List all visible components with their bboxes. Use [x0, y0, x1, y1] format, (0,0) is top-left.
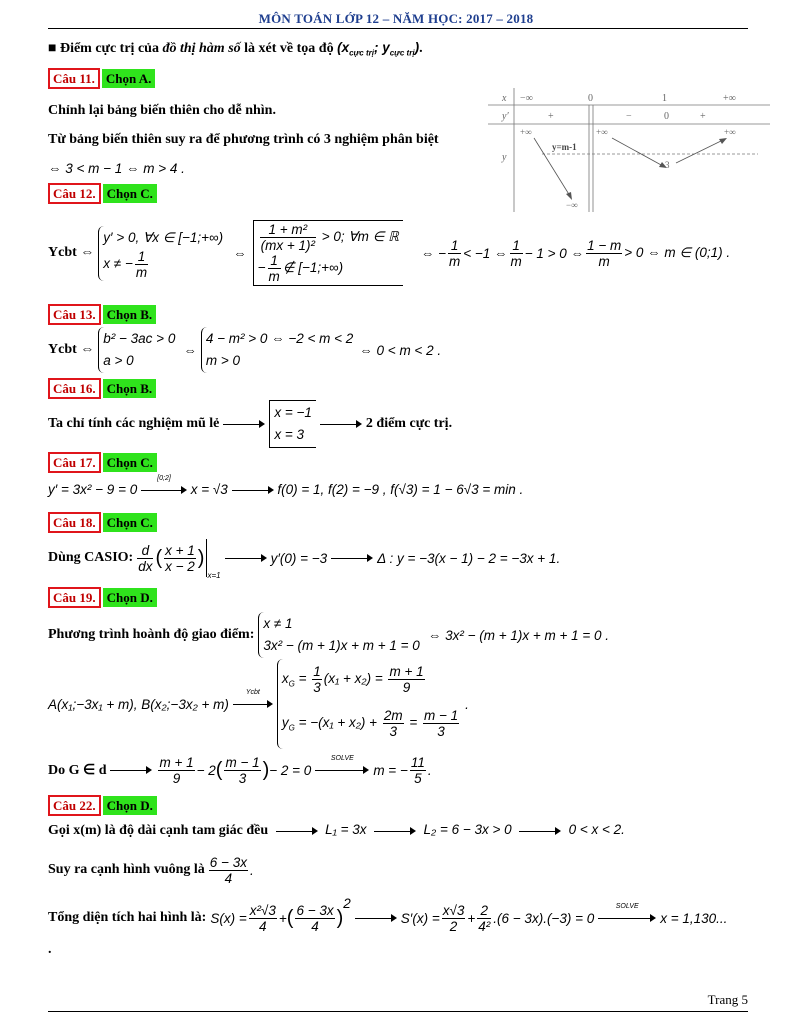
q18-line: Dùng CASIO: $\frac{d}{dx}$ ( $\frac{x + 1}{x - 2}$ ) x=1 y′(0) = −3 Δ : y = −3(x − 1) − 2 = −3x + 1.	[48, 536, 560, 580]
table-x-val: 1	[662, 93, 667, 104]
q12-formula: Ycbt ⇔ y′ > 0, ∀x ∈ [−1;+∞) x ≠ − $\frac{1}{m}$ ⇔ $\frac{\text{1 + m²}}{\text{(mx + 1)²}}$ > 0; ∀m ∈ ℝ − $\frac{1}{m}$ ∉ [−1;+∞) ⇔ − $\frac{1}{m}$ < −1 ⇔ $\frac{1}{m}$ − 1 > 0 ⇔ $\frac{1 - m}{m}$ > 0 ⇔ m ∈ (0;1) .	[48, 222, 731, 284]
table-yp-label: y′	[502, 111, 509, 122]
table-y-label: y	[502, 152, 507, 163]
table-yp-val: 0	[664, 111, 669, 122]
table-x-val: +∞	[723, 93, 736, 104]
header-rule	[48, 28, 748, 29]
variation-table	[488, 88, 770, 212]
page-number: Trang 5	[707, 992, 748, 1007]
table-y-val: 3	[665, 160, 670, 170]
coord-formula: ($x_{cực trị}$; $y_{cực trị}$)	[337, 40, 420, 58]
trailing-dot: .	[48, 942, 52, 957]
q22-line2: Suy ra cạnh hình vuông là $\frac{6 - 3x}{4}$ .	[48, 854, 254, 886]
q11-heading: Câu 11. Chọn A.	[48, 68, 155, 89]
q22-line3: Tổng diện tích hai hình là: S(x) = $\frac{\text{x²√3}}{4}$ + ( $\frac{6 - 3x}{4}$ ) 2 S′(x) = $\frac{x√3}{2}$ + $\frac{2}{\text{4²}}$ .(6 − 3x).(−3) = 0 SOLVE x = 1,130...	[48, 896, 728, 934]
q18-heading: Câu 18. Chọn C.	[48, 512, 157, 533]
footer-rule	[48, 1011, 748, 1012]
table-y-val: +∞	[596, 127, 608, 137]
q12-heading: Câu 12. Chọn C.	[48, 183, 157, 204]
q19-heading: Câu 19. Chọn D.	[48, 587, 157, 608]
q22-heading: Câu 22. Chọn D.	[48, 795, 157, 816]
q19-line2: A(x₁;−3x₁ + m), B(x₂;−3x₂ + m) Ycbt $x_G$ = $\frac{1}{3}$ (x₁ + x₂) = $\frac{m + 1}{9}$ $y_G = -(x_1 + x_2)$ + $\frac{2m}{3}$ = $\frac{m - 1}{3}$ .	[48, 664, 469, 744]
q19-line1: Phương trình hoành độ giao điểm: x ≠ 1 3x² − (m + 1)x + m + 1 = 0 ⇔ 3x² − (m + 1)x + m + 1 = 0 .	[48, 612, 609, 658]
table-x-val: 0	[588, 93, 593, 104]
q11-line3: ⇔ 3 < m − 1 ⇔ m > 4 .	[48, 161, 185, 176]
q16-line: Ta chỉ tính các nghiệm mũ lẻ x = −1 x = 3 2 điểm cực trị.	[48, 402, 452, 446]
q13-formula: Ycbt ⇔ b² − 3ac > 0 a > 0 ⇔ 4 − m² > 0 ⇔ −2 < m < 2 m > 0 ⇔ 0 < m < 2 .	[48, 328, 441, 372]
table-yp-val: +	[548, 111, 554, 122]
table-x-label: x	[502, 93, 507, 104]
table-y-val: +∞	[520, 127, 532, 137]
table-line-label: y=m-1	[552, 142, 577, 152]
table-y-val: +∞	[724, 127, 736, 137]
intro-line: ■ Điểm cực trị của đồ thị hàm số là xét về tọa độ ($x_{cực trị}$; $y_{cực trị}$).	[48, 40, 423, 58]
table-yp-val: −	[626, 111, 632, 122]
bullet-icon: ■	[48, 41, 57, 56]
q11-line1: Chỉnh lại bảng biến thiên cho dễ nhìn.	[48, 103, 276, 118]
table-x-val: −∞	[520, 93, 533, 104]
q13-heading: Câu 13. Chọn B.	[48, 304, 156, 325]
q19-line3: Do G ∈ d $\frac{m + 1}{9}$ − 2 ( $\frac{m - 1}{3}$ ) − 2 = 0 SOLVE m = − $\frac{11}{5}$ .	[48, 754, 432, 786]
q11-line2: Từ bảng biến thiên suy ra để phương trình có 3 nghiệm phân biệt	[48, 132, 439, 147]
table-y-val: −∞	[566, 200, 578, 210]
page-header: MÔN TOÁN LỚP 12 – NĂM HỌC: 2017 – 2018	[258, 11, 534, 26]
q17-line: y′ = 3x² − 9 = 0 [0;2] x = √3 f(0) = 1, f(2) = −9 , f(√3) = 1 − 6√3 = min .	[48, 475, 524, 497]
q17-heading: Câu 17. Chọn C.	[48, 452, 157, 473]
q22-line1: Gọi x(m) là độ dài cạnh tam giác đều L₁ = 3x L₂ = 6 − 3x > 0 0 < x < 2.	[48, 822, 625, 838]
table-yp-val: +	[700, 111, 706, 122]
q16-heading: Câu 16. Chọn B.	[48, 378, 156, 399]
